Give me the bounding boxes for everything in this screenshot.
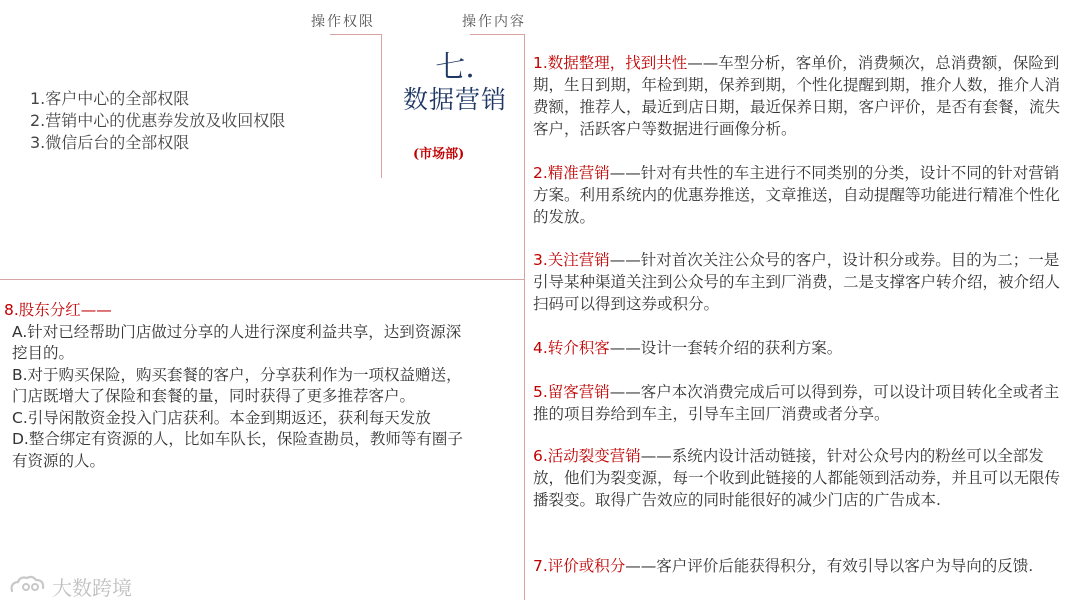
header-divider-right [470, 34, 525, 35]
shareholder-item: B.对于购买保险，购买套餐的客户，分享获利作为一项权益赠送，门店既增大了保险和套餐的量，同时获得了更多推荐客户。 [12, 365, 462, 405]
section-text: ——针对首次关注公众号的客户，设计积分或券。目的为二；一是引导某种渠道关注到公众号的车主到厂消费，二是支撑客户转介绍，被介绍人扫码可以得到这券或积分。 [533, 251, 1061, 313]
section-number: 七. [435, 50, 475, 85]
section-text: ——客户评价后能获得积分，有效引导以客户为导向的反馈. [625, 557, 1034, 575]
permission-list [30, 88, 370, 154]
shareholder-block [4, 300, 474, 472]
watermark [8, 571, 158, 601]
content-section-4 [533, 337, 1071, 359]
shareholder-item: C.引导闲散资金投入门店获利。本金到期返还，获利每天发放 [12, 408, 431, 427]
page-title: 数据营销 [402, 85, 507, 114]
shareholder-item: A.针对已经帮助门店做过分享的人进行深度利益共享，达到资源深挖目的。 [12, 322, 462, 362]
section-title: 5.留客营销 [533, 383, 610, 401]
watermark-text: 大数跨境 [52, 576, 132, 600]
content-section-2 [533, 162, 1071, 228]
section-divider [0, 279, 525, 280]
section-title: 1.数据整理，找到共性 [533, 54, 688, 72]
shareholder-item: D.整合绑定有资源的人，比如车队长，保险查勘员，教师等有圈子有资源的人。 [12, 430, 463, 470]
content-divider [524, 34, 525, 600]
cloud-logo-icon [8, 573, 48, 597]
section-text: ——客户本次消费完成后可以得到券，可以设计项目转化全或者主推的项目券给到车主，引导车主回厂消费或者分享。 [533, 383, 1060, 423]
permission-item: 2.营销中心的优惠券发放及收回权限 [30, 111, 286, 130]
content-header: 操作内容 [462, 14, 526, 30]
content-section-5 [533, 381, 1071, 425]
section-text: ——车型分析，客单价，消费频次，总消费额，保险到期，生日到期，年检到期，保养到期，个性化提醒到期，推介人数，推介人消费额，推荐人，最近到店日期，最近保养日期，客户评价，是否有套餐，流失客户，活跃客户等数据进行画像分析。 [533, 54, 1061, 138]
content-section-6 [533, 445, 1071, 511]
department-label: (市场部) [413, 147, 465, 162]
permission-item: 1.客户中心的全部权限 [30, 89, 190, 108]
section-title: 6.活动裂变营销 [533, 447, 641, 465]
section-title: 2.精准营销 [533, 164, 610, 182]
permission-header: 操作权限 [311, 14, 375, 30]
content-section-1 [533, 52, 1071, 140]
shareholder-title: 8.股东分红—— [4, 301, 112, 319]
section-title: 7.评价或积分 [533, 557, 626, 575]
content-section-3 [533, 249, 1071, 315]
section-title: 3.关注营销 [533, 251, 610, 269]
permission-divider [381, 34, 382, 178]
section-title: 4.转介积客 [533, 339, 610, 357]
content-section-7 [533, 555, 1071, 577]
permission-item: 3.微信后台的全部权限 [30, 133, 190, 152]
header-divider-left [330, 34, 382, 35]
section-text: ——针对有共性的车主进行不同类别的分类，设计不同的针对营销方案。利用系统内的优惠券推送，文章推送，自动提醒等功能进行精准个性化的发放。 [533, 164, 1061, 226]
section-text: ——设计一套转介绍的获利方案。 [609, 339, 843, 357]
section-text: ——系统内设计活动链接，针对公众号内的粉丝可以全部发放，他们为裂变源，每一个收到此链接的人都能领到活动券，并且可以无限传播裂变。取得广告效应的同时能很好的减少门店的广告成本. [533, 447, 1061, 509]
